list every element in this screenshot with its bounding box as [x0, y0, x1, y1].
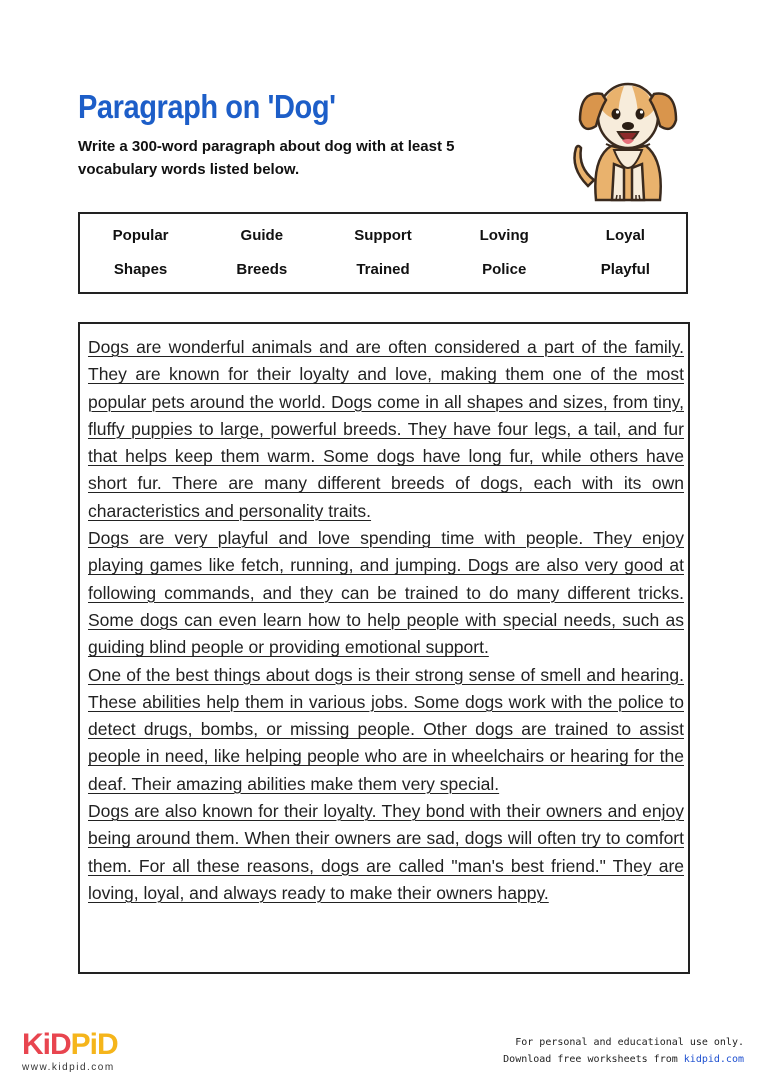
logo-url: www.kidpid.com	[22, 1062, 115, 1073]
vocab-word: Trained	[356, 261, 410, 278]
footer-note	[503, 1034, 744, 1068]
vocab-word: Loyal	[605, 227, 645, 244]
vocab-word: Guide	[240, 227, 284, 244]
paragraph: Dogs are also known for their loyalty. They bond with their owners and enjoy being around them. When their owners are sad, dogs will often try to comfort them. For all these reasons, dogs are called "man's best friend." They are loving, loyal, and always ready to make their owners happy.	[88, 801, 684, 903]
vocab-word: Shapes	[113, 261, 168, 278]
cartoon-dog-icon	[566, 68, 686, 208]
vocab-word: Playful	[600, 261, 650, 278]
page-title: Paragraph on 'Dog'	[78, 88, 336, 125]
vocab-word: Police	[482, 261, 527, 278]
footer-link[interactable]: kidpid.com	[683, 1054, 744, 1065]
paragraph-text	[88, 334, 684, 907]
paragraph: Dogs are very playful and love spending time with people. They enjoy playing games like fetch, running, and jumping. Dogs are also very good at following commands, and they can be trained to do many different tricks. Some dogs can even learn how to help people with special needs, such as guiding blind people or providing emotional support.	[88, 528, 684, 658]
vocabulary-grid	[80, 226, 686, 280]
footer-line-2	[503, 1051, 744, 1068]
instruction-text: Write a 300-word paragraph about dog with at least 5 vocabulary words listed below.	[78, 138, 455, 178]
logo-part-1: KiD	[22, 1028, 71, 1061]
vocab-word: Loving	[479, 227, 529, 244]
vocab-word: Breeds	[236, 261, 288, 278]
vocab-word: Support	[354, 227, 412, 244]
paragraph: One of the best things about dogs is their strong sense of smell and hearing. These abilities help them in various jobs. Some dogs work with the police to detect drugs, bombs, or missing people. Other dogs are trained to assist people in need, like helping people who are in wheelchairs or hearing for the deaf. Their amazing abilities make them very special.	[88, 664, 684, 794]
paragraph: Dogs are wonderful animals and are often considered a part of the family. They are known for their loyalty and love, making them one of the most popular pets around the world. Dogs come in all shapes and sizes, from tiny, fluffy puppies to large, powerful breeds. They have four legs, a tail, and fur that helps keep them warm. Some dogs have long fur, while others have short fur. There are many different breeds of dogs, each with its own characteristics and personality traits.	[88, 337, 684, 521]
vocab-word: Popular	[112, 227, 169, 244]
vocabulary-box	[78, 212, 688, 294]
logo-part-2: PiD	[70, 1028, 118, 1061]
footer-prefix: Download free worksheets from	[503, 1054, 684, 1065]
kidpid-logo[interactable]	[22, 1030, 118, 1060]
footer-line-1: For personal and educational use only.	[515, 1037, 744, 1048]
paragraph-box	[78, 322, 690, 974]
